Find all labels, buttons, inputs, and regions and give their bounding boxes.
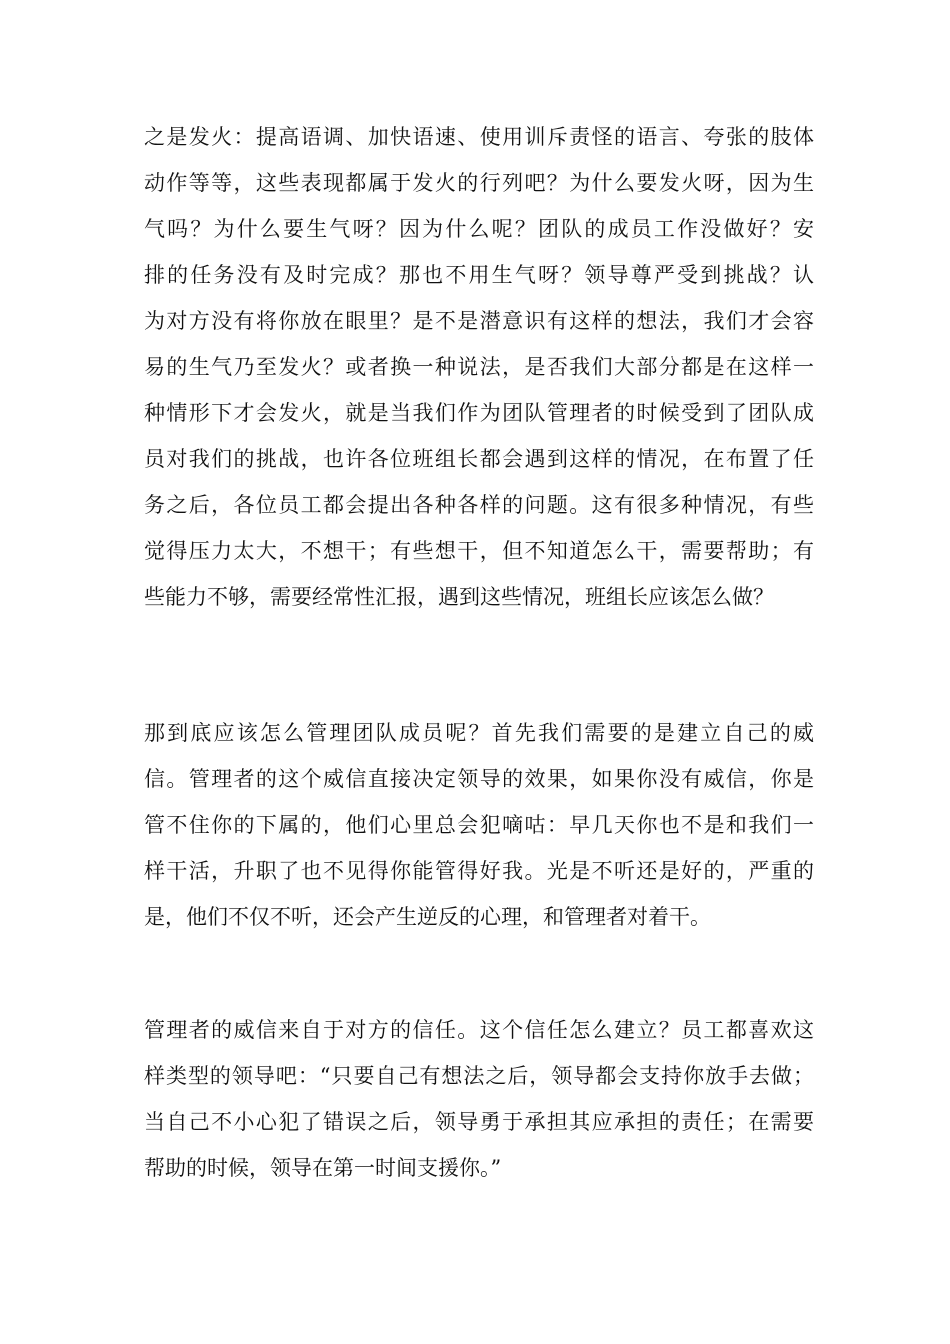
paragraph-3: [144, 1007, 814, 1191]
text-line: 为对方没有将你放在眼里？是不是潜意识有这样的想法，我们才会容: [144, 309, 814, 333]
paragraph-2: [144, 710, 814, 940]
text-line: 信。管理者的这个威信直接决定领导的效果，如果你没有威信，你是: [144, 767, 814, 791]
text-line: 帮助的时候，领导在第一时间支援你。”: [144, 1156, 502, 1180]
text-line: 那到底应该怎么管理团队成员呢？首先我们需要的是建立自己的威: [144, 721, 814, 745]
text-line: 易的生气乃至发火？或者换一种说法，是否我们大部分都是在这样一: [144, 355, 814, 379]
text-line: 种情形下才会发火，就是当我们作为团队管理者的时候受到了团队成: [144, 401, 814, 425]
text-line: 员对我们的挑战，也许各位班组长都会遇到这样的情况，在布置了任: [144, 447, 814, 471]
text-line: 是，他们不仅不听，还会产生逆反的心理，和管理者对着干。: [144, 905, 711, 929]
text-line: 动作等等，这些表现都属于发火的行列吧？为什么要发火呀，因为生: [144, 171, 814, 195]
text-line: 管不住你的下属的，他们心里总会犯嘀咕：早几天你也不是和我们一: [144, 813, 814, 837]
text-line: 排的任务没有及时完成？那也不用生气呀？领导尊严受到挑战？认: [144, 263, 814, 287]
text-line: 觉得压力太大，不想干；有些想干，但不知道怎么干，需要帮助；有: [144, 539, 814, 563]
text-line: 些能力不够，需要经常性汇报，遇到这些情况，班组长应该怎么做？: [144, 585, 774, 609]
text-line: 样类型的领导吧：“只要自己有想法之后，领导都会支持你放手去做；: [144, 1064, 814, 1088]
text-line: 管理者的威信来自于对方的信任。这个信任怎么建立？员工都喜欢这: [144, 1018, 814, 1042]
text-line: 样干活，升职了也不见得你能管得好我。光是不听还是好的，严重的: [144, 859, 814, 883]
text-line: 气吗？为什么要生气呀？因为什么呢？团队的成员工作没做好？安: [144, 217, 814, 241]
text-line: 当自己不小心犯了错误之后，领导勇于承担其应承担的责任；在需要: [144, 1110, 814, 1134]
text-line: 之是发火：提高语调、加快语速、使用训斥责怪的语言、夸张的肢体: [144, 125, 814, 149]
paragraph-1: [144, 114, 814, 620]
text-line: 务之后，各位员工都会提出各种各样的问题。这有很多种情况，有些: [144, 493, 814, 517]
